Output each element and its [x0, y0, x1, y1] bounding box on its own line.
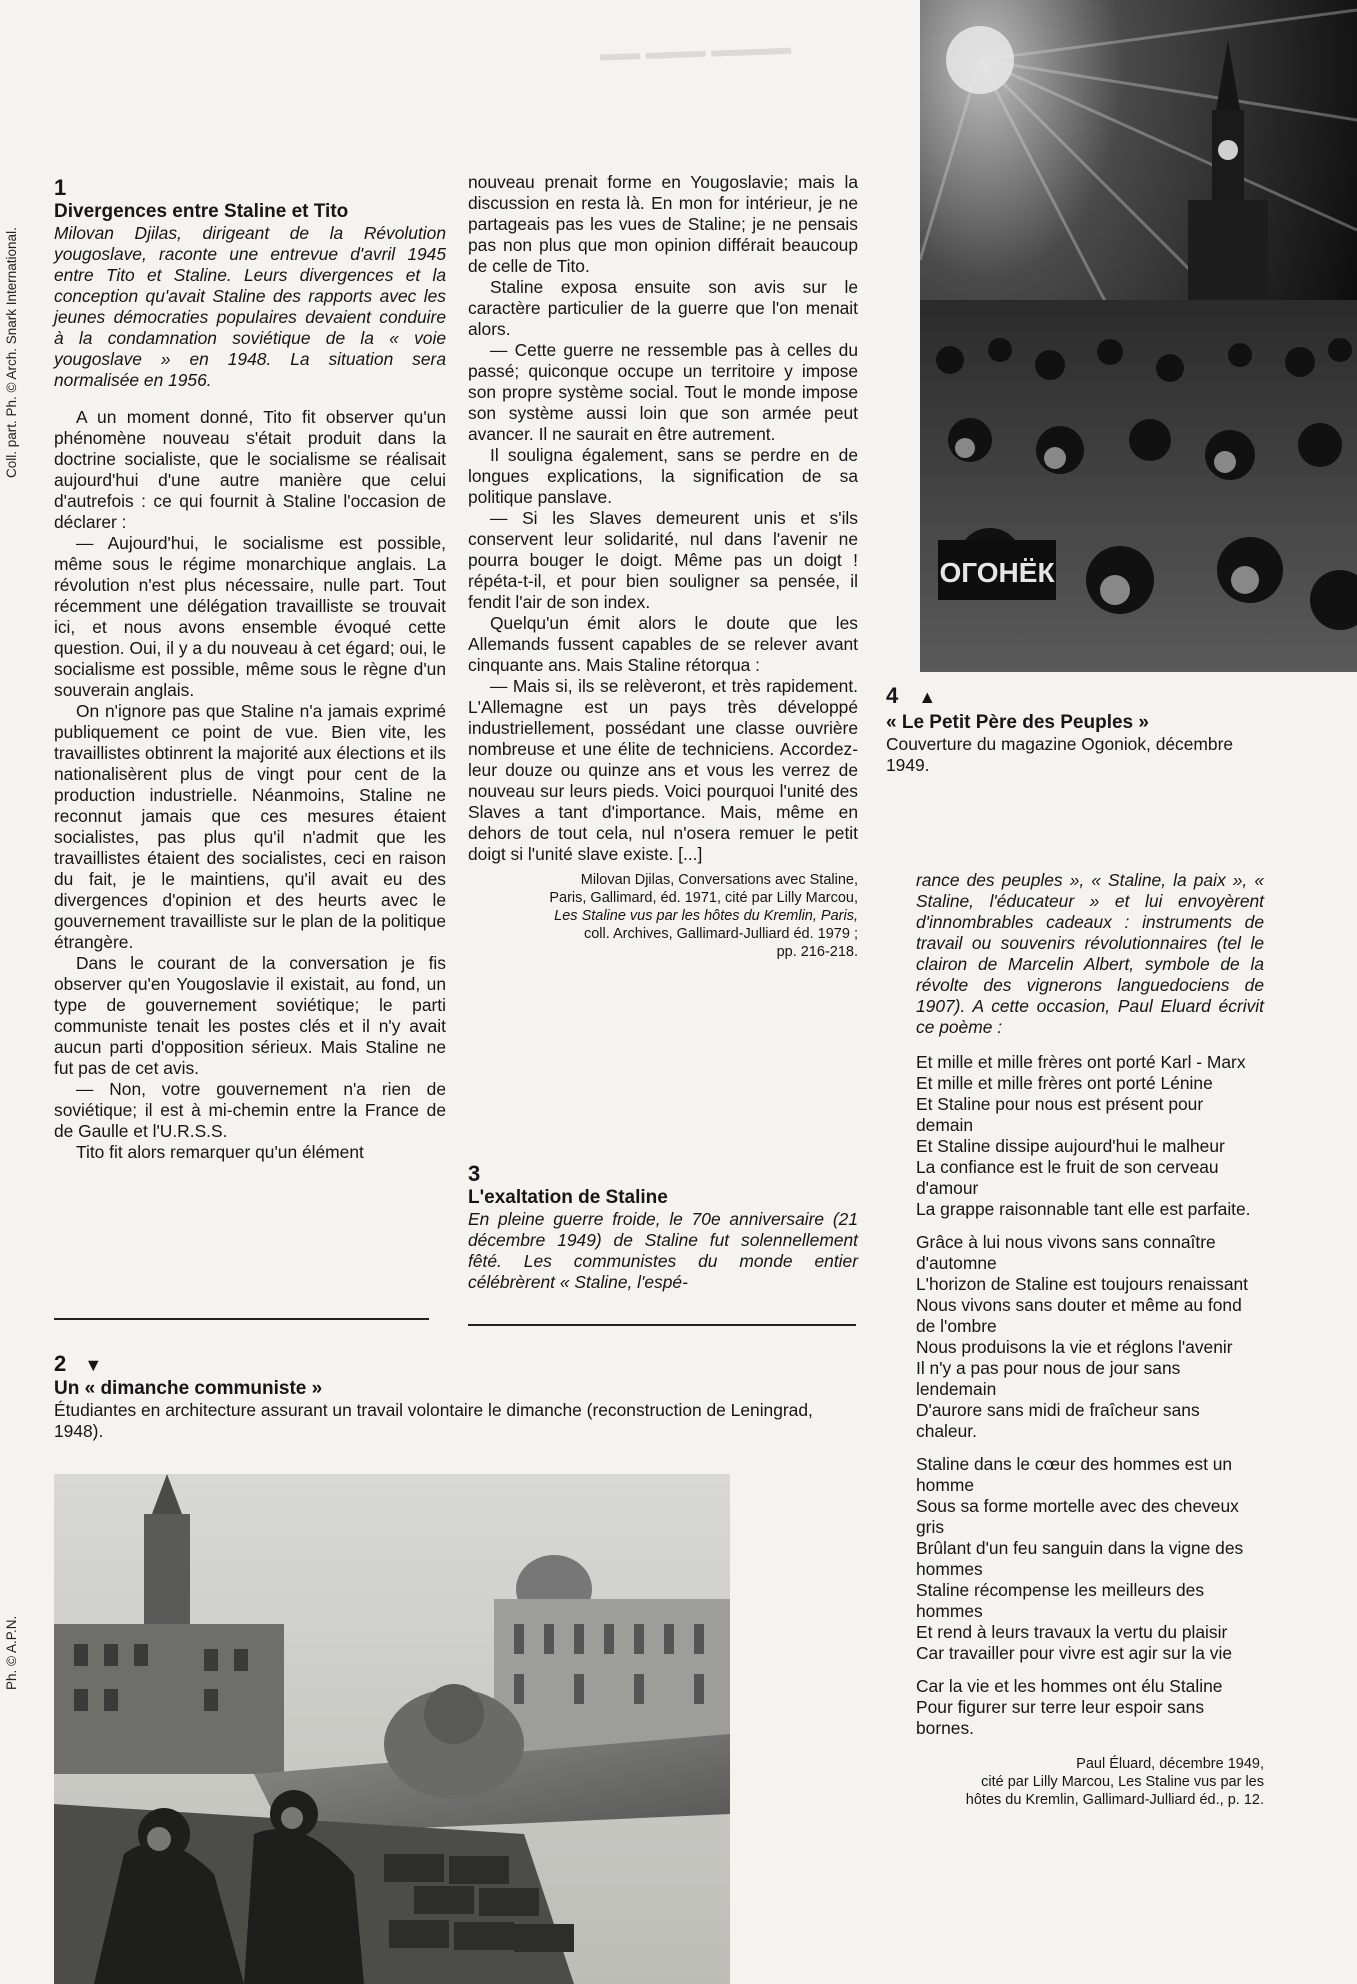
poem-line: La confiance est le fruit de son cerveau d'amour — [916, 1157, 1219, 1198]
doc1-paragraph: Staline exposa ensuite son avis sur le caractère particulier de la guerre que l'on menait alors. — [468, 277, 858, 339]
poem-line: Staline dans le cœur des hommes est un homme — [916, 1454, 1233, 1495]
doc4-title: « Le Petit Père des Peuples » — [886, 712, 1149, 733]
doc1-intro: Milovan Djilas, dirigeant de la Révolution yougoslave, raconte une entrevue d'avril 1945 entre Tito et Staline. Leurs divergences et la conception qu'avait Staline des rapports avec les jeunes démocraties populaires devaient conduire à la condamnation soviétique de la « voie yougoslave » en 1948. La situation sera normalisée en 1956. — [54, 223, 446, 390]
poem-line: Sous sa forme mortelle avec des cheveux gris — [916, 1496, 1239, 1537]
poem-line: Car la vie et les hommes ont élu Staline — [916, 1676, 1223, 1696]
poem-stanza — [916, 1232, 1264, 1442]
triangle-up-icon: ▲ — [918, 687, 937, 707]
ogoniok-cover-illustration — [920, 0, 1357, 672]
poem-stanza — [916, 1676, 1264, 1739]
doc1-source-line: pp. 216-218. — [776, 944, 858, 960]
doc3-source — [916, 1755, 1264, 1809]
doc3-source-line: cité par Lilly Marcou, Les Staline vus par les — [981, 1774, 1264, 1790]
poem-line: D'aurore sans midi de fraîcheur sans chaleur. — [916, 1400, 1200, 1441]
doc3-intro-part2: rance des peuples », « Staline, la paix », « Staline, l'éducateur » et lui envoyèrent d'innombrables cadeaux : instruments de travail ou souvenirs révolutionnaires (tel le clairon de Marcelin Albert, symbole de la révolte des vignerons languedociens de 1907). A cette occasion, Paul Eluard écrivit ce poème : — [916, 870, 1264, 1037]
doc1-paragraph: A un moment donné, Tito fit observer qu'un phénomène nouveau s'était produit dans la doctrine socialiste, que le socialisme se réalisait aujourd'hui d'une autre manière que celui d'autrefois : ce qui fournit à Staline l'occasion de déclarer : — [54, 407, 446, 532]
poem-line: Car travailler pour vivre est agir sur la vie — [916, 1643, 1233, 1663]
poem-stanza — [916, 1454, 1264, 1664]
doc1-number: 1 — [54, 175, 67, 200]
doc1-paragraph: — Cette guerre ne ressemble pas à celles du passé; quiconque occupe un territoire y impose son propre système social. Tout le monde impose son système aussi loin que son armée peut avancer. Il ne saurait en être autrement. — [468, 340, 858, 444]
doc1-paragraph: — Mais si, ils se relèveront, et très rapidement. L'Allemagne est un pays très développé industriellement, possédant une classe ouvrière nombreuse et une élite de techniciens. Accordez-leur douze ou quinze ans et vous les verrez de nouveau sur leurs pieds. Voici pourquoi l'unité des Slaves a tant d'importance. Mais, même en dehors de tout cela, nul n'osera remuer le petit doigt si l'unité slave existe. [...] — [468, 676, 858, 864]
doc1-source-line: Milovan Djilas, Conversations avec Staline, — [580, 872, 858, 888]
poem — [916, 1052, 1264, 1739]
doc2-title: Un « dimanche communiste » — [54, 1378, 323, 1399]
poem-line: L'horizon de Staline est toujours renaissant — [916, 1274, 1249, 1294]
poem-line: Grâce à lui nous vivons sans connaître d'automne — [916, 1232, 1216, 1273]
leningrad-photo-illustration — [54, 1474, 730, 1984]
doc1-paragraph: — Non, votre gouvernement n'a rien de soviétique; il est à mi-chemin entre la France de de Gaulle et l'U.R.S.S. — [54, 1079, 446, 1141]
poem-stanza — [916, 1052, 1264, 1220]
ogoniok-cover-photo — [920, 0, 1357, 672]
leningrad-reconstruction-photo — [54, 1474, 730, 1984]
doc2-number: 2 — [54, 1351, 67, 1376]
doc3-intro-part1: En pleine guerre froide, le 70e anniversaire (21 décembre 1949) de Staline fut solennellement fêté. Les communistes du monde entier célébrèrent « Staline, l'espé- — [468, 1209, 858, 1292]
poem-line: Pour figurer sur terre leur espoir sans bornes. — [916, 1697, 1205, 1738]
doc3-number: 3 — [468, 1161, 481, 1186]
doc3-source-line: hôtes du Kremlin, Gallimard-Julliard éd., p. 12. — [965, 1792, 1264, 1808]
doc4-caption-block — [886, 684, 1276, 776]
doc4-caption: Couverture du magazine Ogoniok, décembre 1949. — [886, 734, 1234, 775]
doc3-continuation — [916, 870, 1264, 1809]
poem-line: Et Staline pour nous est présent pour demain — [916, 1094, 1204, 1135]
poem-line: Il n'y a pas pour nous de jour sans lendemain — [916, 1358, 1181, 1399]
doc1-source-line: Les Staline vus par les hôtes du Kremlin, Paris, — [554, 908, 858, 924]
doc2-heading — [54, 1352, 854, 1377]
poem-line: Et mille et mille frères ont porté Karl - Marx — [916, 1052, 1246, 1072]
poem-line: Et Staline dissipe aujourd'hui le malheur — [916, 1136, 1225, 1156]
doc1-source-line: Paris, Gallimard, éd. 1971, cité par Lilly Marcou, — [549, 890, 858, 906]
doc1-paragraph: Il souligna également, sans se perdre en de longues explications, la signification de sa politique panslave. — [468, 445, 858, 507]
doc1-paragraph: Quelqu'un émit alors le doute que les Allemands fussent capables de se relever avant cinquante ans. Mais Staline rétorqua : — [468, 613, 858, 675]
show-through-text: ▬▬ ▬▬▬ ▬▬▬▬ — [599, 36, 792, 66]
doc1-paragraph: Dans le courant de la conversation je fis observer qu'en Yougoslavie il existait, au fond, un type de gouvernement soviétique; le parti communiste tenait les postes clés et il n'y avait aucun parti d'opposition sérieux. Mais Staline ne fut pas de cet avis. — [54, 953, 446, 1078]
doc4-heading — [886, 684, 1276, 709]
poem-line: Et mille et mille frères ont porté Lénine — [916, 1073, 1213, 1093]
photo-credit-bottom: Ph. © A.P.N. — [4, 1615, 19, 1690]
doc1-left-column — [54, 176, 446, 1163]
poem-line: Brûlant d'un feu sanguin dans la vigne des hommes — [916, 1538, 1244, 1579]
doc1-title: Divergences entre Staline et Tito — [54, 201, 349, 222]
doc1-middle-column — [468, 172, 858, 961]
section-divider — [468, 1324, 856, 1326]
poem-line: Nous vivons sans douter et même au fond de l'ombre — [916, 1295, 1242, 1336]
doc4-number: 4 — [886, 683, 899, 708]
poem-line: La grappe raisonnable tant elle est parfaite. — [916, 1199, 1251, 1219]
doc1-source-line: coll. Archives, Gallimard-Julliard éd. 1979 ; — [583, 926, 858, 942]
section-divider — [54, 1318, 429, 1320]
doc1-paragraph: — Si les Slaves demeurent unis et s'ils conservent leur solidarité, nul dans l'avenir ne pourra bouger le doigt. Même pas un doigt ! répéta-t-il, et pour bien souligner sa pensée, il fendit l'air de son index. — [468, 508, 858, 612]
doc2-caption: Étudiantes en architecture assurant un travail volontaire le dimanche (reconstruction de Leningrad, 1948). — [54, 1400, 813, 1441]
doc3-title: L'exaltation de Staline — [468, 1187, 668, 1208]
doc3-source-line: Paul Éluard, décembre 1949, — [1076, 1756, 1264, 1772]
doc1-paragraph: — Aujourd'hui, le socialisme est possible, même sous le régime monarchique anglais. La révolution n'est plus nécessaire, nulle part. Tout récemment une délégation travailliste se trouvait ici, et nous avons ensemble évoqué cette question. Oui, il y a du nouveau à cet égard; oui, le socialisme est possible, même sous le règne d'un souverain anglais. — [54, 533, 446, 700]
doc1-paragraph: On n'ignore pas que Staline n'a jamais exprimé publiquement ce point de vue. Bien vite, les travaillistes obtinrent la majorité aux élections et ils nationalisèrent plus de vingt pour cent de la production industrielle. Néanmoins, Staline ne reconnut jamais que ces mesures étaient socialistes, pas plus qu'il n'admit que les travaillistes étaient des socialistes, ceci en raison du fait, je le maintiens, qu'il avait eu des divergences d'opinion et des heurts avec le gouvernement travailliste sur le plan de la politique étrangère. — [54, 701, 446, 952]
doc1-paragraph: Tito fit alors remarquer qu'un élément — [76, 1142, 364, 1162]
doc2-caption-block — [54, 1352, 854, 1442]
poem-line: Et rend à leurs travaux la vertu du plaisir — [916, 1622, 1228, 1642]
magazine-logo: ОГОНЁК — [939, 557, 1055, 588]
poem-line: Nous produisons la vie et réglons l'avenir — [916, 1337, 1233, 1357]
doc1-paragraph: nouveau prenait forme en Yougoslavie; mais la discussion en resta là. En mon for intérieur, je ne partageais pas les vues de Staline; je ne pensais pas non plus que mon opinion différait beaucoup de celle de Tito. — [468, 172, 858, 276]
poem-line: Staline récompense les meilleurs des hommes — [916, 1580, 1205, 1621]
photo-credit-top: Coll. part. Ph. © Arch. Snark International. — [4, 227, 19, 478]
doc3-start — [468, 1162, 858, 1293]
triangle-down-icon: ▼ — [84, 1355, 103, 1375]
doc1-source — [468, 871, 858, 961]
